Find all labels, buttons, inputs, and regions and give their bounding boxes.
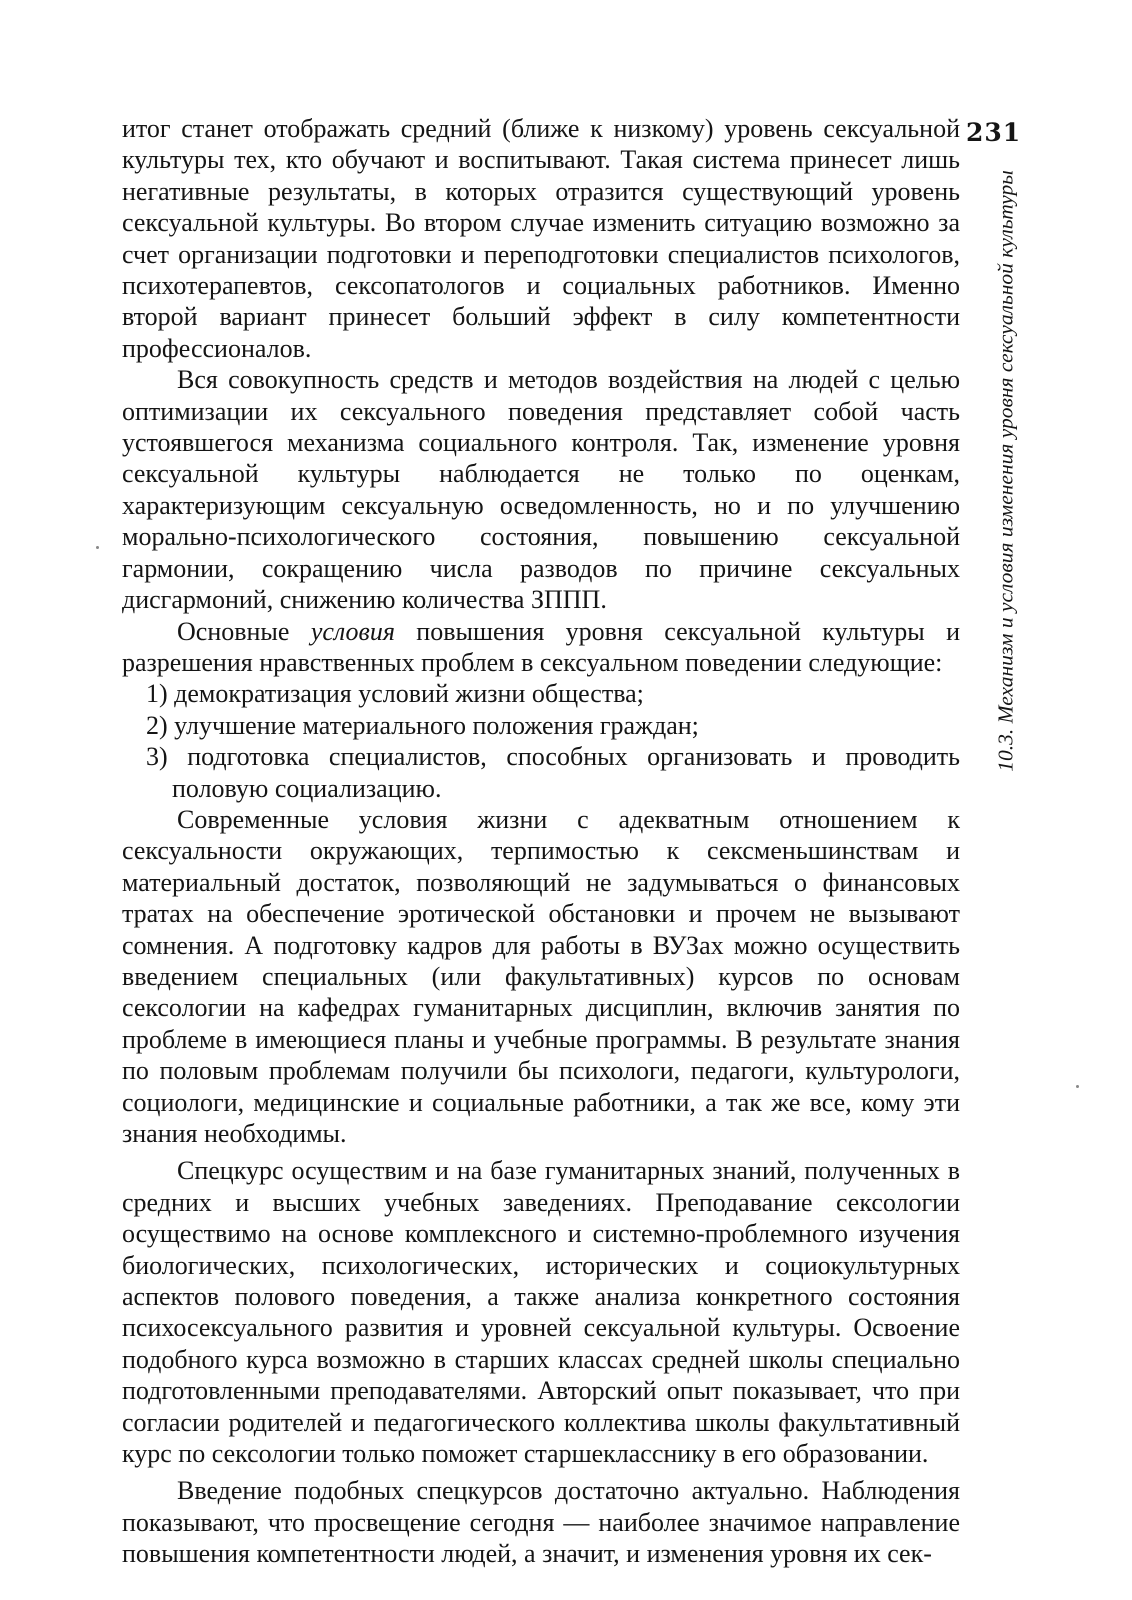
scan-speck xyxy=(1076,1085,1079,1088)
list-item: 1) демократизация условий жизни общества; xyxy=(146,679,644,709)
list-item: 3) подготовка специалистов, способных организовать и проводить половую социализацию. xyxy=(146,742,960,803)
paragraph-3 xyxy=(122,616,960,679)
paragraph-4: Современные условия жизни с адекватным отношением к сексуальности окружающих, терпимостью к сексменьшинствам и материальный достаток, позволяющий не задумываться о финансовых тратах на обеспечение эротической обстановки и прочем не вызывают сомнения. А подготовку кадров для работы в ВУЗах можно осуществить введением специальных (или факультативных) курсов по основам сексологии на кафедрах гуманитарных дисциплин, включив занятия по проблеме в имеющиеся планы и учебные программы. В результате знания по половым проблемам получили бы психологи, педагоги, культурологи, социологи, медицинские и социальные работники, а так же все, кому эти знания необходимы. xyxy=(122,804,960,1148)
paragraph-5: Спецкурс осуществим и на базе гуманитарных знаний, полученных в средних и высших учебных заведениях. Преподавание сексологии осуществимо на основе комплексного и системно-проблемного изучения биологических, психологических, исторических и социокультурных аспектов полового поведения, а также анализа конкретного состояния психосексуального развития и уровней сексуальной культуры. Освоение подобного курса возможно в старших классах средней школы специально подготовленными преподавателями. Авторский опыт показывает, что при согласии родителей и педагогического коллектива школы факультативный курс по сексологии только поможет старшекласснику в его образовании. xyxy=(122,1156,960,1469)
paragraph-6: Введение подобных спецкурсов достаточно актуально. Наблюдения показывают, что просвещение сегодня — наиболее значимое направление повышения компетентности людей, а значит, и изменения уровня их сек- xyxy=(122,1476,960,1569)
paragraph-2: Вся совокупность средств и методов воздействия на людей с целью оптимизации их сексуального поведения представляет собой часть устоявшегося механизма социального контроля. Так, изменение уровня сексуальной культуры наблюдается не только по оценкам, характеризующим сексуальную осведомленность, но и по улучшению морально-психологического состояния, повышению сексуальной гармонии, сокращению числа разводов по причине сексуальных дисгармоний, снижению количества ЗППП. xyxy=(122,365,960,615)
running-head-text: 10.3. Механизм и условия изменения уровня сексуальной культуры xyxy=(993,170,1018,772)
running-head xyxy=(986,170,1026,772)
paragraph-3-start: Основные xyxy=(177,616,311,646)
page-number: 231 xyxy=(966,118,1022,147)
paragraph-3-end: повышения уровня сексуальной культуры и разрешения нравственных проблем в сексуальном поведении следующие: xyxy=(122,616,960,677)
scan-speck xyxy=(96,546,99,549)
list-item: 2) улучшение материального положения граждан; xyxy=(146,710,699,740)
conditions-list xyxy=(122,678,960,804)
emphasis-conditions: условия xyxy=(310,616,395,646)
paragraph-1: итог станет отображать средний (ближе к низкому) уровень сексуальной культуры тех, кто обучают и воспитывают. Такая система принесет лишь негативные результаты, в которых отразится существующий уровень сексуальной культуры. Во втором случае изменить ситуацию возможно за счет организации подготовки и переподготовки специалистов психологов, психотерапевтов, сексопатологов и социальных работников. Именно второй вариант принесет больший эффект в силу компетентности профессионалов. xyxy=(122,114,960,363)
body-text xyxy=(122,113,960,1570)
